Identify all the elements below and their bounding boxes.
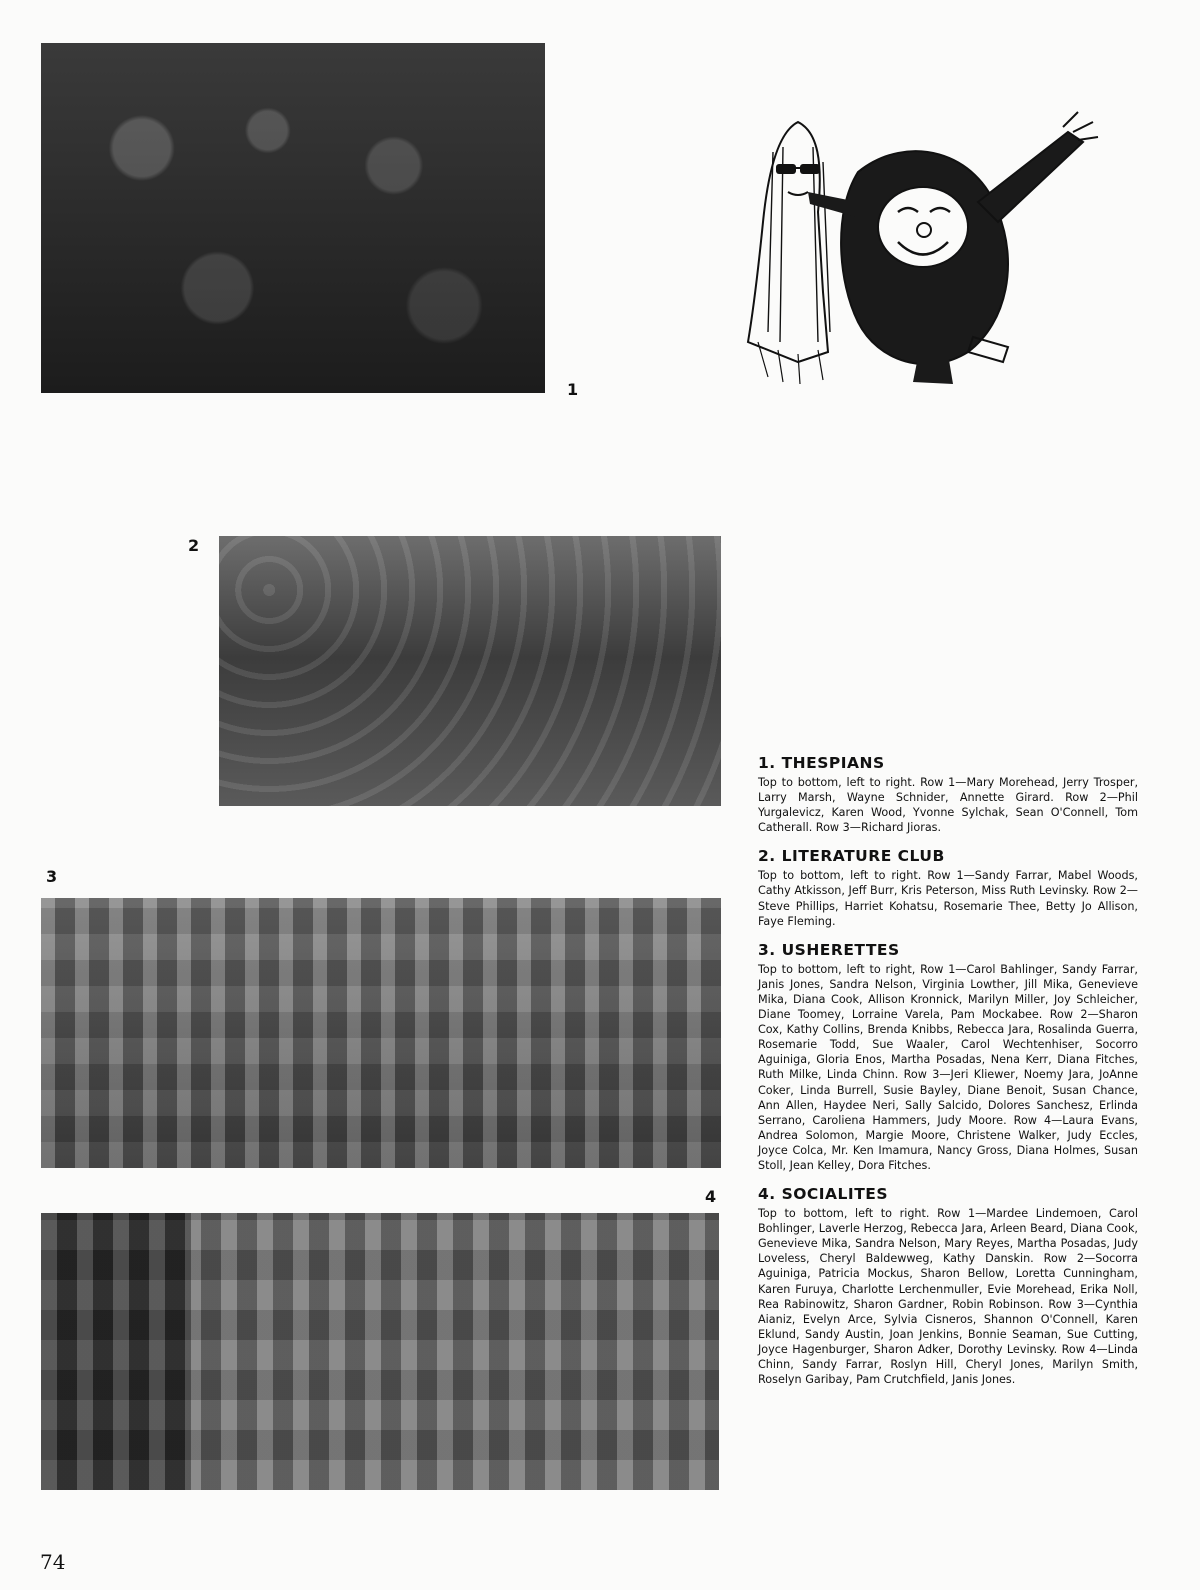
usherettes-photo: [41, 898, 721, 1168]
caption-socialites: [758, 1185, 1138, 1387]
section-title: 3. USHERETTES: [758, 940, 900, 959]
caption-thespians: [758, 754, 1138, 835]
caption-column: [758, 754, 1138, 1399]
section-title: 4. SOCIALITES: [758, 1185, 889, 1204]
photo-number-4: 4: [705, 1187, 717, 1206]
page-number: 74: [40, 1550, 66, 1574]
section-title: 1. THESPIANS: [758, 754, 885, 772]
caption-usherettes: [758, 941, 1138, 1173]
photo-number-2: 2: [188, 536, 200, 555]
caption-literature-club: [758, 847, 1138, 928]
literature-club-photo: [219, 536, 721, 806]
thespians-photo: [41, 43, 545, 393]
photo-number-3: 3: [46, 867, 58, 886]
section-title: 2. LITERATURE CLUB: [758, 847, 945, 866]
section-body: Top to bottom, left to right. Row 1—Mardee Lindemoen, Carol Bohlinger, Laverle Herzog, Rebecca Jara, Arleen Beard, Diana Cook, Genevieve Mika, Sandra Nelson, Mary Reyes, Martha Posadas, Judy Loveless, Cheryl Baldewweg, Kathy Danskin. Row 2—Socorra Aguiniga, Patricia Mockus, Sharon Bellow, Loretta Cunningham, Karen Furuya, Charlotte Lerchenmuller, Evie Morehead, Erika Noll, Rea Rabinowitz, Sharon Gardner, Robin Robinson. Row 3—Cynthia Aianiz, Evelyn Arce, Sylvia Cisneros, Shannon O'Connell, Karen Eklund, Sandy Austin, Joan Jenkins, Bonnie Seaman, Sue Cutting, Joyce Hagenburger, Sharon Adker, Dorothy Levinsky. Row 4—Linda Chinn, Sandy Farrar, Roslyn Hill, Cheryl Jones, Marilyn Smith, Roselyn Garibay, Pam Crutchfield, Janis Jones.: [758, 1207, 1138, 1387]
section-body: Top to bottom, left to right, Row 1—Carol Bahlinger, Sandy Farrar, Janis Jones, Sandra Nelson, Virginia Lowther, Jill Mika, Genevieve Mika, Diana Cook, Allison Kronnick, Marilyn Miller, Joy Schleicher, Diane Toomey, Lorraine Varela, Pam Mockabee. Row 2—Sharon Cox, Kathy Collins, Brenda Knibbs, Rebecca Jara, Rosalinda Guerra, Rosemarie Todd, Sue Waaler, Carol Wechtenhiser, Socorro Aguiniga, Gloria Enos, Martha Posadas, Nena Kerr, Diana Fitches, Ruth Milke, Linda Chinn. Row 3—Jeri Kliewer, Noemy Jara, JoAnne Coker, Linda Burrell, Susie Bayley, Diane Benoit, Susan Chance, Ann Allen, Haydee Neri, Sally Salcido, Dolores Sanchesz, Erlinda Serrano, Caroliena Hammers, Judy Moore. Row 4—Laura Evans, Andrea Solomon, Margie Moore, Christene Walker, Judy Eccles, Joyce Colca, Mr. Ken Imamura, Nancy Gross, Diana Holmes, Susan Stoll, Jean Kelley, Dora Fitches.: [758, 962, 1138, 1172]
photo-number-1: 1: [567, 380, 579, 399]
socialites-photo: [41, 1213, 719, 1490]
section-body: Top to bottom, left to right. Row 1—Mary Morehead, Jerry Trosper, Larry Marsh, Wayne Schnider, Annette Girard. Row 2—Phil Yurgalevicz, Karen Wood, Yvonne Sylchak, Sean O'Connell, Tom Catherall. Row 3—Richard Jioras.: [758, 776, 1138, 835]
cartoon-illustration: [738, 92, 1138, 392]
section-body: Top to bottom, left to right. Row 1—Sandy Farrar, Mabel Woods, Cathy Atkisson, Jeff Burr, Kris Peterson, Miss Ruth Levinsky. Row 2—Steve Phillips, Harriet Kohatsu, Rosemarie Thee, Betty Jo Allison, Faye Fleming.: [758, 869, 1138, 928]
